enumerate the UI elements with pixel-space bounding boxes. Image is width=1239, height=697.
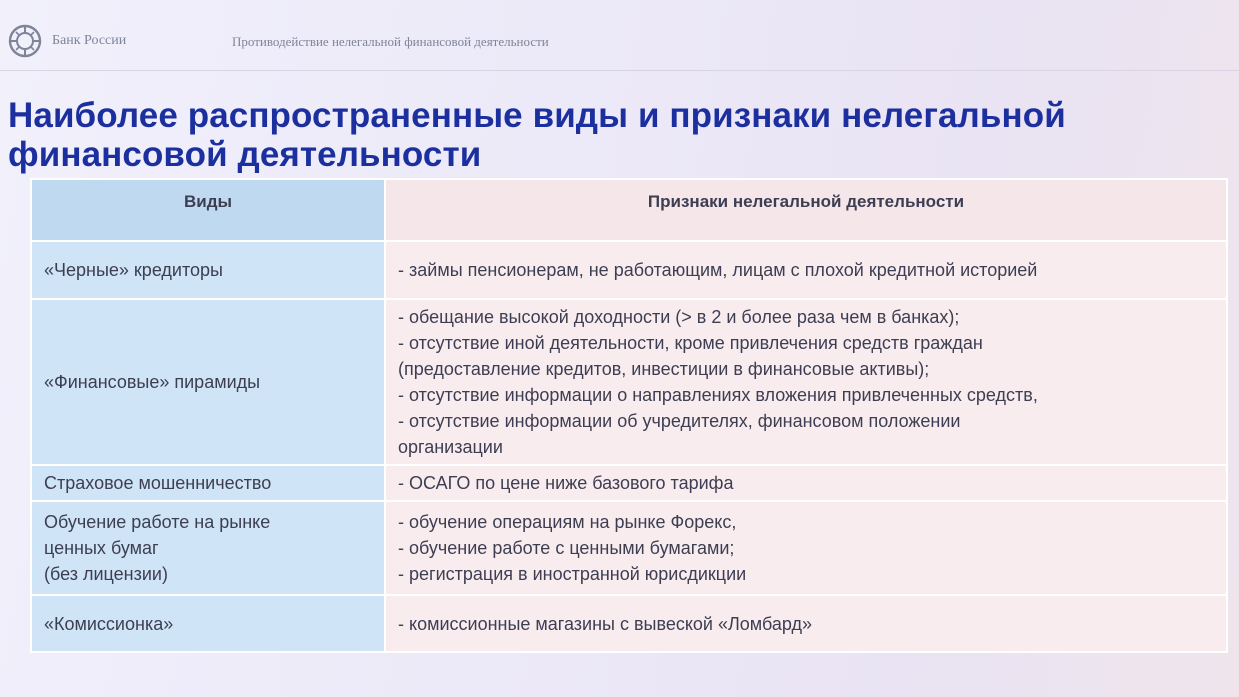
bank-name: Банк России (52, 33, 127, 48)
type-text: Обучение работе на рынке (44, 512, 271, 532)
sign-text: - отсутствие информации о направлениях вложения привлеченных средств, (398, 385, 1038, 405)
sign-text: - займы пенсионерам, не работающим, лицам с плохой кредитной историей (398, 260, 1038, 280)
slide-header (0, 0, 1239, 70)
sign-text: - комиссионные магазины с вывеской «Ломбард» (398, 613, 812, 634)
signs-cell (385, 595, 1227, 652)
sign-text: (предоставление кредитов, инвестиции в финансовые активы); (398, 359, 930, 379)
sign-text: - отсутствие информации об учредителях, финансовом положении (398, 411, 961, 431)
sign-text: - отсутствие иной деятельности, кроме привлечения средств граждан (398, 333, 983, 353)
bank-logo (8, 24, 126, 58)
bank-emblem-icon (8, 24, 42, 58)
type-text: Страховое мошенничество (44, 473, 272, 493)
signs-cell (385, 465, 1227, 501)
type-cell (31, 595, 385, 652)
table-row (31, 465, 1227, 501)
column-header-types: Виды (31, 179, 385, 241)
signs-cell (385, 299, 1227, 465)
type-cell (31, 241, 385, 299)
sign-text: - обещание высокой доходности (> в 2 и более раза чем в банках); (398, 307, 960, 327)
header-divider (0, 70, 1239, 71)
table-header-row (31, 179, 1227, 241)
sign-text: - обучение работе с ценными бумагами; (398, 538, 735, 558)
type-text: ценных бумаг (44, 538, 159, 558)
section-title: Противодействие нелегальной финансовой деятельности (232, 34, 549, 49)
type-cell (31, 465, 385, 501)
column-header-signs: Признаки нелегальной деятельности (385, 179, 1227, 241)
type-cell (31, 299, 385, 465)
type-cell (31, 501, 385, 595)
sign-text: - обучение операциям на рынке Форекс, (398, 512, 737, 532)
sign-text: - ОСАГО по цене ниже базового тарифа (398, 473, 734, 493)
type-text: «Финансовые» пирамиды (44, 372, 261, 392)
signs-cell (385, 501, 1227, 595)
fraud-types-table (30, 178, 1226, 655)
table-row (31, 299, 1227, 465)
signs-cell (385, 241, 1227, 299)
page-title: Наиболее распространенные виды и признаки нелегальной финансовой деятельности (8, 96, 1066, 174)
table-row (31, 241, 1227, 299)
table-row (31, 501, 1227, 595)
type-text: «Комиссионка» (44, 613, 174, 634)
sign-text: организации (398, 437, 503, 457)
type-text: «Черные» кредиторы (44, 260, 223, 280)
type-text: (без лицензии) (44, 564, 168, 584)
table (30, 178, 1228, 653)
table-row (31, 595, 1227, 652)
sign-text: - регистрация в иностранной юрисдикции (398, 564, 747, 584)
